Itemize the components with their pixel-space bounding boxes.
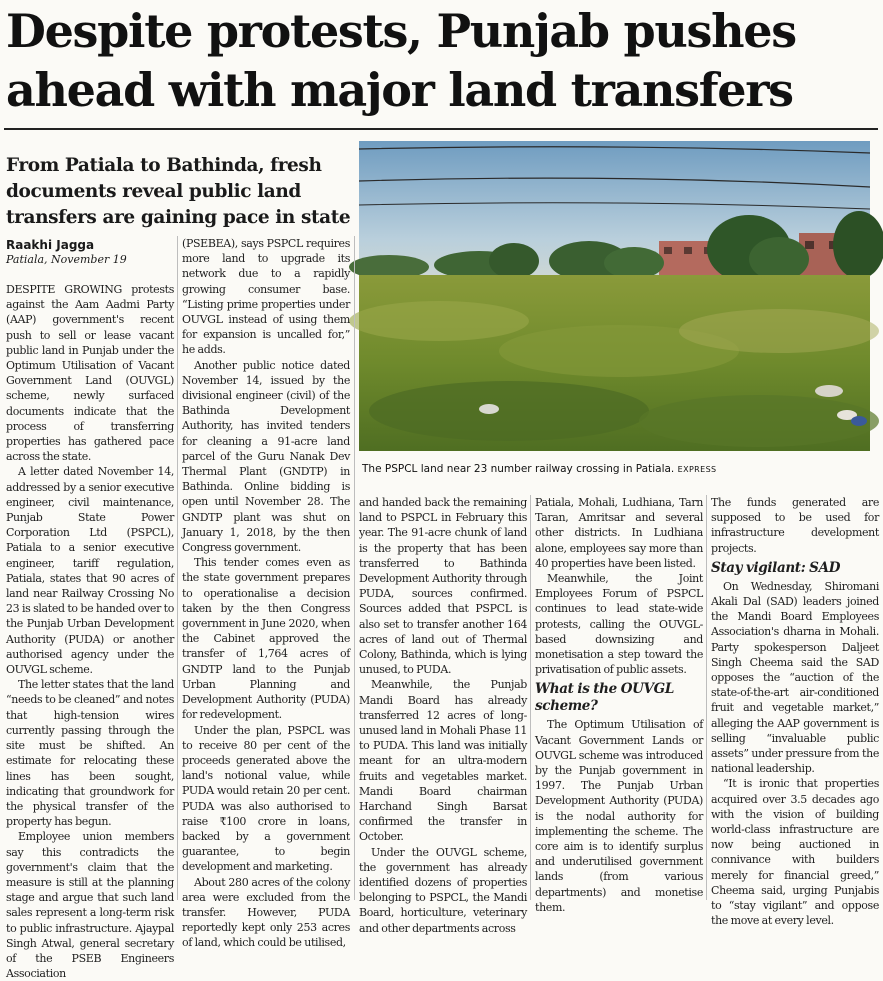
photo-credit: EXPRESS [677,465,717,474]
paragraph: (PSEBEA), says PSPCL requires more land to upgrade its network due to a rapidly growing consumer base. “Listing prime properties under OUVGL instead of using them for expansion is uncalled for,” he adds. [182,237,350,357]
paragraph: Meanwhile, the Joint Employees Forum of PSPCL continues to lead state-wide protests, calling the OUVGL-based downsizing and monetisation a step toward the privatisation of public assets. [535,572,703,677]
paragraph: Patiala, Mohali, Ludhiana, Tarn Taran, Amritsar and several other districts. In Ludhiana alone, employees say more than 40 properties have been listed. [535,496,703,570]
paragraph: About 280 acres of the colony area were excluded from the transfer. However, PUDA reportedly kept only 253 acres of land, which could be utilised, [182,875,350,950]
subhead-sad: Stay vigilant: SAD [711,559,841,576]
paragraph: The funds generated are supposed to be used for infrastructure development projects. [711,496,879,555]
paragraph: Meanwhile, the Punjab Mandi Board has already transferred 12 acres of long-unused land in Mohali Phase 11 to PUDA. This land was initially meant for an ultra-modern fruits and vegetables market. Mandi Board chairman Harchand Singh Barsat confirmed the transfer in October. [359,678,527,844]
column-divider [177,236,178,900]
headline: Despite protests, Punjab pushes ahead with major land transfers [6,4,796,117]
column-divider [706,495,707,900]
paragraph: The letter states that the land “needs to be cleaned” and notes that high-tension wires currently passing through the site must be shifted. An estimate for relocating these lines has been sought, indicating that groundwork for the physical transfer of the property has begun. [6,678,174,829]
paragraph: The Optimum Utilisation of Vacant Government Lands or OUVGL scheme was introduced by the Punjab government in 1997. The Punjab Urban Development Authority (PUDA) is the nodal authority for implementing the scheme. The core aim is to identify surplus and underutilised government lands (from various departments) and monetise them. [535,718,703,914]
column-divider [354,236,355,900]
paragraph: Under the OUVGL scheme, the government has already identified dozens of properties belonging to PSPCL, the Mandi Board, horticulture, veterinary and other departments across [359,845,527,935]
article-column-1 [6,282,174,981]
headline-rule [4,128,878,130]
paragraph: and handed back the remaining land to PSPCL in February this year. The 91-acre chunk of land is the property that has been transferred to Bathinda Development Authority through PUDA, sources confirmed. Sources added that PSPCL is also set to transfer another 164 acres of land out of Thermal Colony, Bathinda, which is lying unused, to PUDA. [359,496,527,677]
paragraph: DESPITE GROWING protests against the Aam Aadmi Party (AAP) government's recent push to sell or lease vacant public land in Punjab under the Optimum Utilisation of Vacant Government Land (OUVGL) scheme, newly surfaced documents indicate that the process of transferring properties has gathered pace across the state. [6,283,174,464]
byline [6,238,176,266]
paragraph: Employee union members say this contradicts the government's claim that the measure is still at the planning stage and argue that such land sales represent a long-term risk to public infrastructure. Ajaypal Singh Atwal, general secretary of the PSEB Engineers Association [6,830,174,981]
article-column-3 [359,495,527,935]
article-column-2 [182,236,350,950]
paragraph: Under the plan, PSPCL was to receive 80 per cent of the proceeds generated above the land's notional value, while PUDA would retain 20 per cent. PUDA was also authorised to raise ₹100 crore in loans, backed by a government guarantee, to begin development and marketing. [182,723,350,874]
photo-scene [359,141,870,451]
paragraph: This tender comes even as the state government prepares to operationalise a decision taken by the then Congress government in June 2020, when the Cabinet approved the transfer of 1,764 acres of GNDTP land to the Punjab Urban Planning and Development Authority (PUDA) for redevelopment. [182,556,350,722]
paragraph: Another public notice dated November 14, issued by the divisional engineer (civil) of the Bathinda Development Authority, has invited tenders for cleaning a 91-acre land parcel of the Guru Nanak Dev Thermal Plant (GNDTP) in Bathinda. Online bidding is open until November 28. The GNDTP plant was shut on January 1, 2018, by the then Congress government. [182,358,350,555]
paragraph: On Wednesday, Shiromani Akali Dal (SAD) leaders joined the Mandi Board Employees Association's dharna in Mohali. Party spokesperson Daljeet Singh Cheema said the SAD opposes the “auction of the state-of-the-art air-conditioned fruit and vegetable market,” alleging the AAP government is selling “invaluable public assets” under pressure from the national leadership. [711,579,879,776]
author-name: Raakhi Jagga [6,238,95,252]
subhead-ouvgl: What is the OUVGL scheme? [535,681,675,715]
paragraph: A letter dated November 14, addressed by a senior executive engineer, civil maintenance, Punjab State Power Corporation Ltd (PSPCL), Patiala to a senior executive engineer, tariff regulation, Patiala, states that 90 acres of land near Railway Crossing No 23 is slated to be handed over to the Punjab Urban Development Authority (PUDA) or another authorised agency under the OUVGL scheme. [6,465,174,677]
column-divider [530,495,531,900]
news-photo [359,141,870,451]
dek: From Patiala to Bathinda, fresh documents reveal public land transfers are gaining pace in state [6,155,351,228]
paragraph: “It is ironic that properties acquired over 3.5 decades ago with the vision of building world-class infrastructure are now being auctioned in connivance with builders merely for financial greed,” Cheema said, urging Punjabis to “stay vigilant” and oppose the move at every level. [711,777,879,928]
article-column-4 [535,495,703,914]
dateline: Patiala, November 19 [6,253,127,266]
article-column-5 [711,495,879,928]
photo-caption [362,463,872,475]
caption-text: The PSPCL land near 23 number railway crossing in Patiala. [362,463,675,475]
